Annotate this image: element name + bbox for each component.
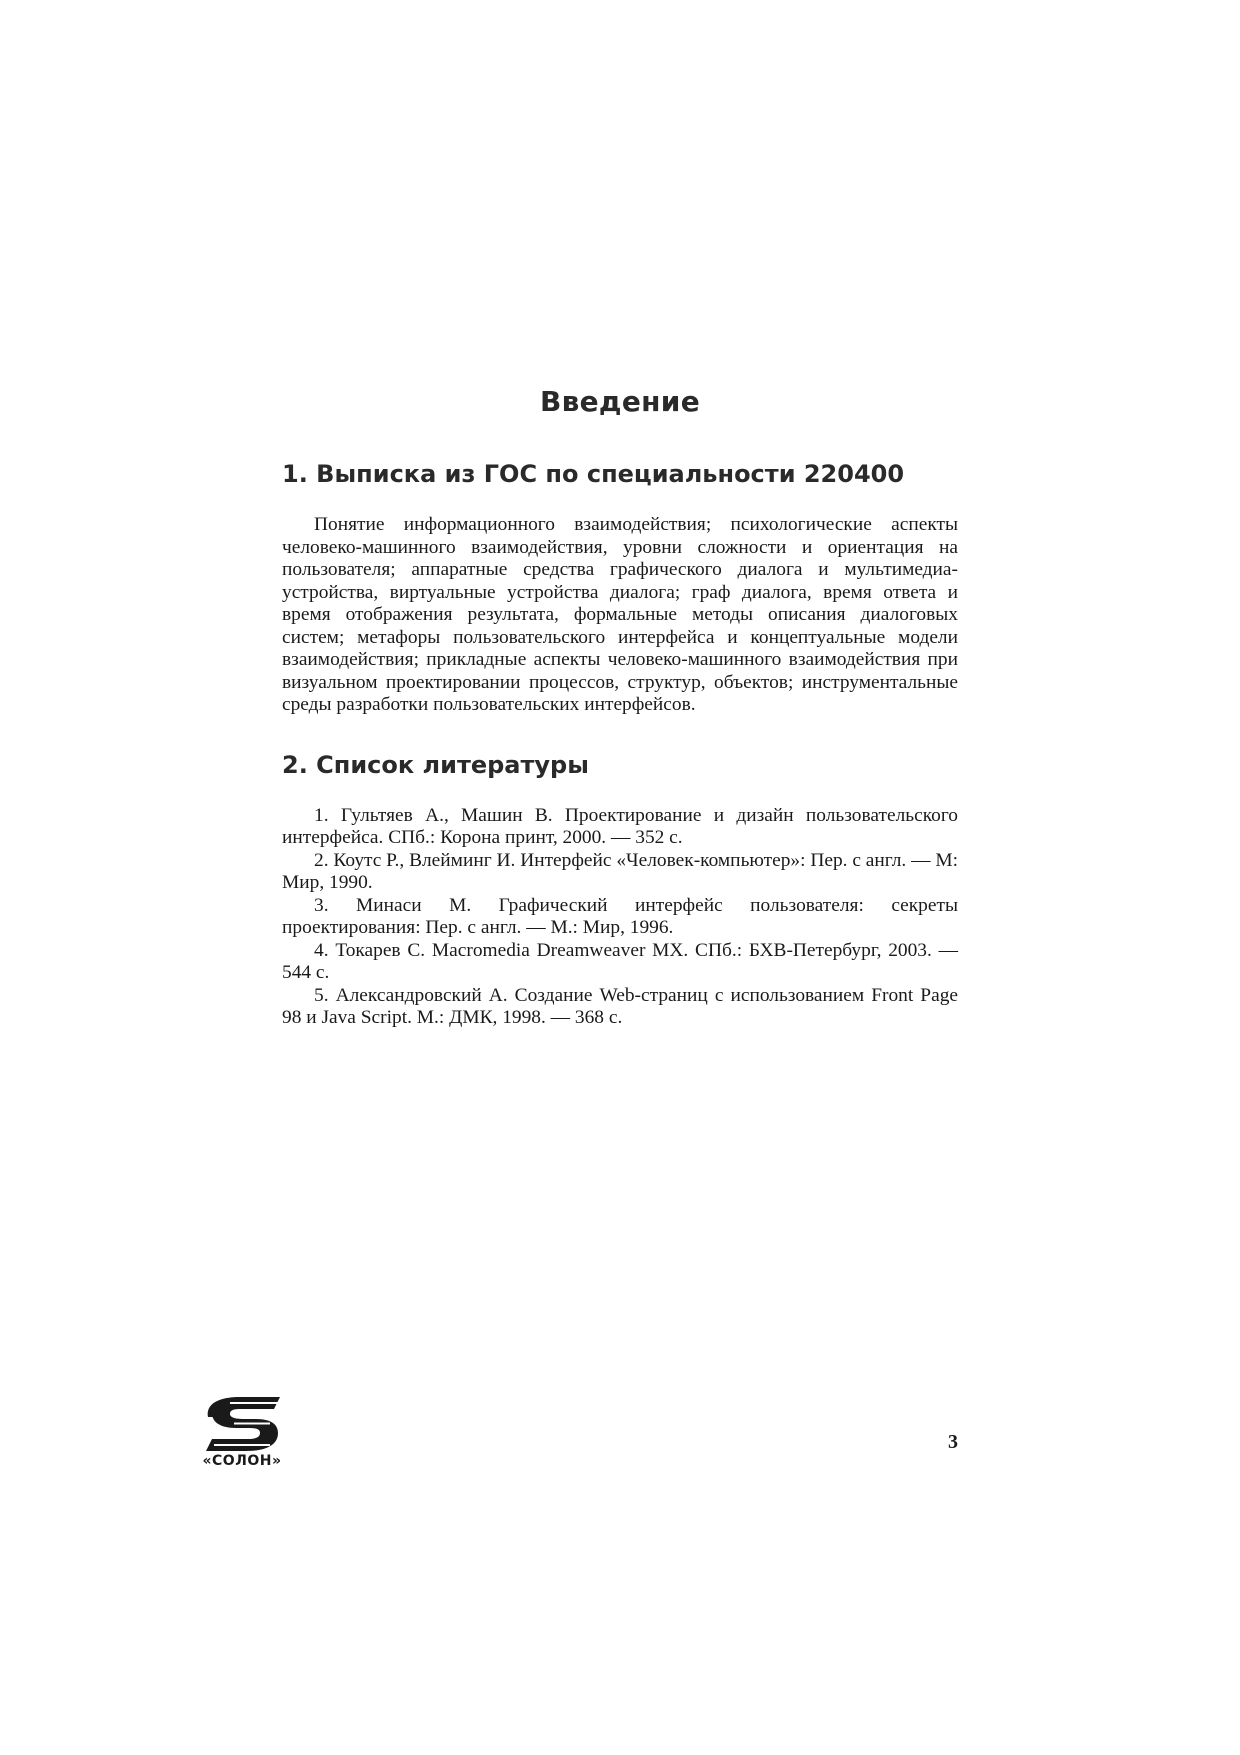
page-number: 3 xyxy=(948,1431,958,1453)
publisher-logo-text: «СОЛОН» xyxy=(202,1453,282,1469)
reference-item: 2. Коутс Р., Влейминг И. Интерфейс «Человек-компьютер»: Пер. с англ. — М: Мир, 1990. xyxy=(282,849,958,893)
section-heading-literature: 2. Список литературы xyxy=(282,750,589,779)
page-footer xyxy=(200,1395,958,1475)
section-heading-gos: 1. Выписка из ГОС по специальности 220400 xyxy=(282,460,905,488)
reference-item: 4. Токарев С. Macromedia Dreamweaver MX. СПб.: БХВ-Петербург, 2003. — 544 с. xyxy=(282,939,958,983)
reference-list xyxy=(282,805,958,1030)
publisher-logo xyxy=(200,1395,284,1475)
reference-item: 5. Александровский А. Создание Web-страниц с использованием Front Page 98 и Java Script. М.: ДМК, 1998. — 368 с. xyxy=(282,984,958,1028)
solon-logo-icon xyxy=(200,1395,284,1453)
page-title: Введение xyxy=(539,385,700,418)
page-content xyxy=(282,385,958,1030)
reference-item: 3. Минаси М. Графический интерфейс пользователя: секреты проектирования: Пер. с англ. — М.: Мир, 1996. xyxy=(282,894,958,938)
reference-item: 1. Гультяев А., Машин В. Проектирование и дизайн пользовательского интерфейса. СПб.: Корона принт, 2000. — 352 с. xyxy=(282,804,958,848)
section-paragraph-gos: Понятие информационного взаимодействия; психологические аспекты человеко-машинного взаимодействия, уровни сложности и ориентация на пользователя; аппаратные средства графического диалога и мультимедиа-устройства, виртуальные устройства диалога; граф диалога, время ответа и время отображения результата, формальные методы описания диалоговых систем; метафоры пользовательского интерфейса и концептуальные модели взаимодействия; прикладные аспекты человеко-машинного взаимодействия при визуальном проектировании процессов, структур, объектов; инструментальные среды разработки пользовательских интерфейсов. xyxy=(282,514,958,715)
